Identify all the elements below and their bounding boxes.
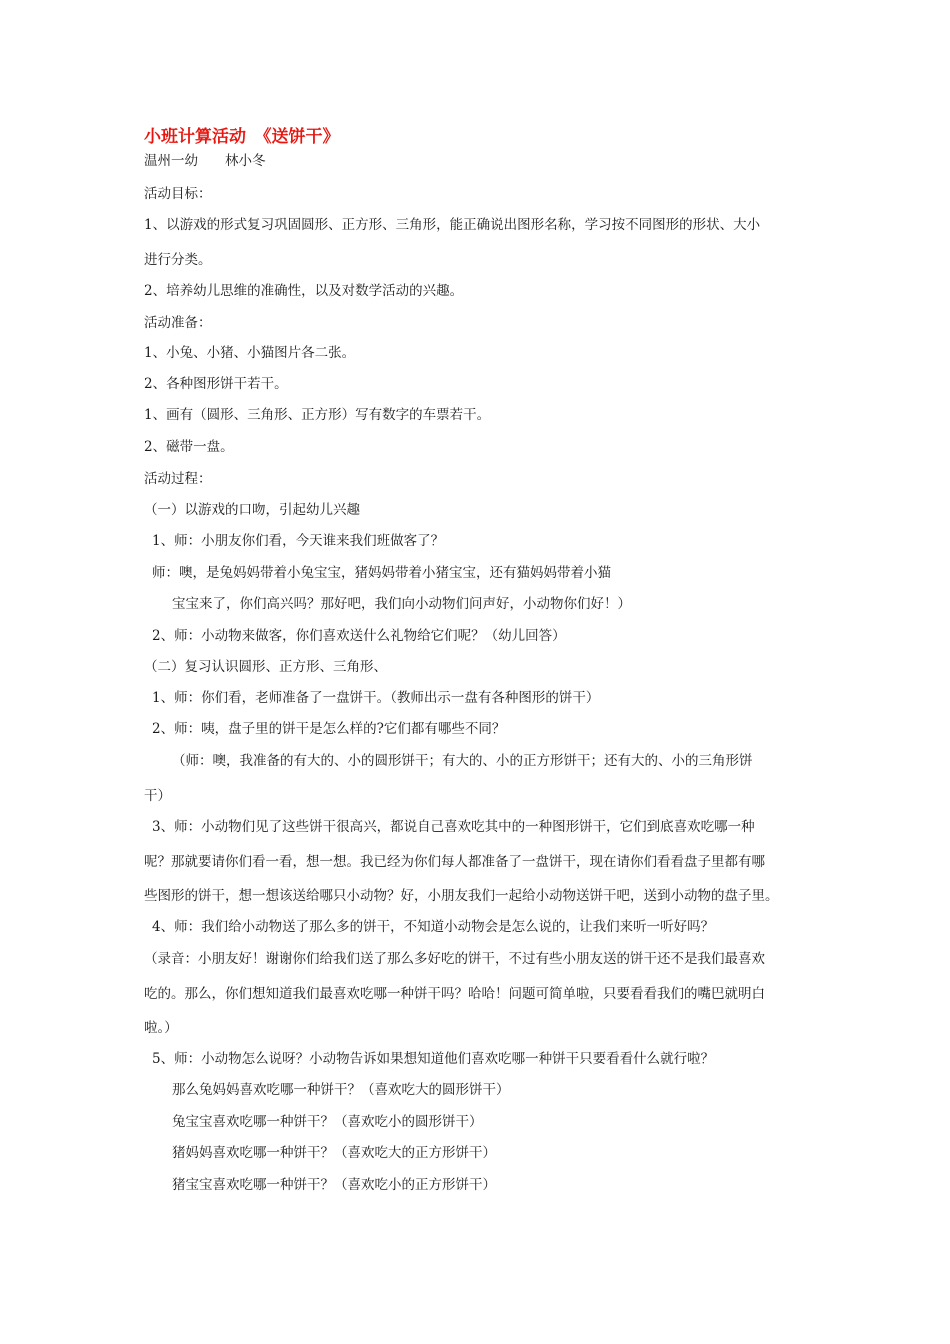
goals-heading: 活动目标： bbox=[144, 186, 212, 202]
section-1-teacher-line-1: 师：噢，是兔妈妈带着小兔宝宝，猪妈妈带着小猪宝宝，还有猫妈妈带着小猫 bbox=[152, 565, 611, 581]
goal-1-line-1: 1、以游戏的形式复习巩固圆形、正方形、三角形，能正确说出图形名称，学习按不同图形的形状、大小 bbox=[144, 217, 761, 233]
section-2-recording-line-1: （录音：小朋友好！谢谢你们给我们送了那么多好吃的饼干，不过有些小朋友送的饼干还不是我们最喜欢 bbox=[144, 951, 765, 967]
process-heading: 活动过程： bbox=[144, 471, 212, 487]
section-2-step-2: 2、师：咦，盘子里的饼干是怎么样的?它们都有哪些不同？ bbox=[152, 721, 506, 737]
question-2: 兔宝宝喜欢吃哪一种饼干？（喜欢吃小的圆形饼干） bbox=[172, 1114, 483, 1130]
prep-item-2: 2、各种图形饼干若干。 bbox=[144, 376, 288, 392]
goal-2: 2、培养幼儿思维的准确性，以及对数学活动的兴趣。 bbox=[144, 283, 464, 299]
section-2-heading: （二）复习认识圆形、正方形、三角形、 bbox=[144, 659, 387, 675]
section-2-teacher-line-2: 干） bbox=[144, 788, 171, 804]
page-title: 小班计算活动 《送饼干》 bbox=[144, 127, 340, 147]
section-2-step-5: 5、师：小动物怎么说呀？小动物告诉如果想知道他们喜欢吃哪一种饼干只要看看什么就行啦？ bbox=[152, 1051, 715, 1067]
question-3: 猪妈妈喜欢吃哪一种饼干？（喜欢吃大的正方形饼干） bbox=[172, 1145, 496, 1161]
section-1-heading: （一）以游戏的口吻，引起幼儿兴趣 bbox=[144, 502, 360, 518]
question-1: 那么兔妈妈喜欢吃哪一种饼干？（喜欢吃大的圆形饼干） bbox=[172, 1082, 510, 1098]
section-2-step-3-line-3: 些图形的饼干，想一想该送给哪只小动物？好，小朋友我们一起给小动物送饼干吧，送到小动物的盘子里。 bbox=[144, 888, 779, 904]
section-2-step-3-line-2: 呢？那就要请你们看一看，想一想。我已经为你们每人都准备了一盘饼干，现在请你们看看盘子里都有哪 bbox=[144, 854, 765, 870]
section-2-step-3-line-1: 3、师：小动物们见了这些饼干很高兴，都说自己喜欢吃其中的一种图形饼干，它们到底喜欢吃哪一种 bbox=[152, 819, 755, 835]
prep-item-4: 2、磁带一盘。 bbox=[144, 439, 234, 455]
prep-item-1: 1、小兔、小猪、小猫图片各二张。 bbox=[144, 345, 356, 361]
section-2-step-4: 4、师：我们给小动物送了那么多的饼干，不知道小动物会是怎么说的，让我们来听一听好吗？ bbox=[152, 919, 715, 935]
section-1-step-2: 2、师：小动物来做客，你们喜欢送什么礼物给它们呢？（幼儿回答） bbox=[152, 628, 566, 644]
section-2-recording-line-2: 吃的。那么，你们想知道我们最喜欢吃哪一种饼干吗？哈哈！问题可简单啦，只要看看我们的嘴巴就明白 bbox=[144, 986, 765, 1002]
goal-1-line-2: 进行分类。 bbox=[144, 252, 212, 268]
question-4: 猪宝宝喜欢吃哪一种饼干？（喜欢吃小的正方形饼干） bbox=[172, 1177, 496, 1193]
author-line: 温州一幼 林小冬 bbox=[144, 153, 266, 169]
section-2-step-1: 1、师：你们看，老师准备了一盘饼干。（教师出示一盘有各种图形的饼干） bbox=[152, 690, 600, 706]
section-1-step-1: 1、师：小朋友你们看，今天谁来我们班做客了？ bbox=[152, 533, 445, 549]
section-1-teacher-line-2: 宝宝来了，你们高兴吗？那好吧，我们向小动物们问声好，小动物你们好！） bbox=[172, 596, 631, 612]
section-2-recording-line-3: 啦。） bbox=[144, 1020, 178, 1036]
prep-heading: 活动准备： bbox=[144, 315, 212, 331]
section-2-teacher-line-1: （师：噢，我准备的有大的、小的圆形饼干；有大的、小的正方形饼干；还有大的、小的三角形饼 bbox=[172, 753, 753, 769]
prep-item-3: 1、画有（圆形、三角形、正方形）写有数字的车票若干。 bbox=[144, 407, 491, 423]
